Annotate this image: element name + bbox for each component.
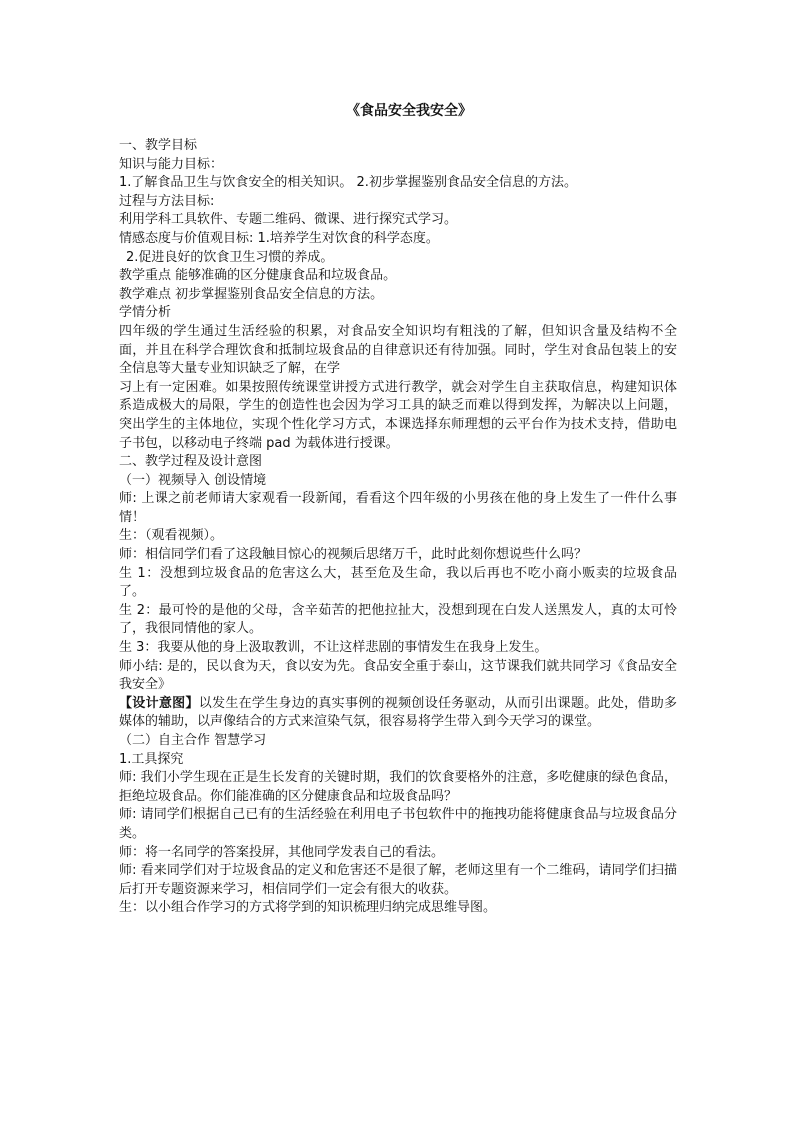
teaching-key-point: 教学重点 能够准确的区分健康食品和垃圾食品。 bbox=[119, 268, 397, 284]
knowledge-goal-items: 1.了解食品卫生与饮食安全的相关知识。 2.初步掌握鉴别食品安全信息的方法。 bbox=[119, 175, 577, 191]
part-2-heading: （二）自主合作 智慧学习 bbox=[119, 733, 267, 748]
design-intent-label: 【设计意图】 bbox=[119, 695, 199, 711]
section-heading-goals: 一、教学目标 bbox=[119, 138, 198, 153]
analysis-paragraph-1: 四年级的学生通过生活经验的积累，对食品安全知识均有粗浅的了解，但知识含量及结构不全面，并且在科学合理饮食和抵制垃圾食品的自律意识还有待加强。同时，学生对食品包装上的安全信息等大量专业知识缺乏了解，在学 bbox=[119, 323, 677, 377]
document-page bbox=[119, 100, 677, 918]
design-intent-text: 以发生在学生身边的真实事例的视频创设任务驱动，从而引出课题。此处，借助多媒体的辅助，以声像结合的方式来渲染气氛，很容易将学生带入到今天学习的课堂。 bbox=[119, 695, 677, 730]
student-group-line: 生：以小组合作学习的方式将学到的知识梳理归纳完成思维导图。 bbox=[119, 900, 497, 916]
teacher-line-2: 师：相信同学们看了这段触目惊心的视频后思绪万千，此时此刻你想说些什么吗？ bbox=[119, 547, 588, 563]
teacher-line-3: 师: 我们小学生现在正是生长发育的关键时期，我们的饮食要格外的注意，多吃健康的绿色食品，拒绝垃圾食品。你们能准确的区分健康食品和垃圾食品吗？ bbox=[119, 770, 677, 804]
teaching-difficult-point: 教学难点 初步掌握鉴别食品安全信息的方法。 bbox=[119, 286, 384, 302]
tool-explore-heading: 1.工具探究 bbox=[119, 751, 184, 767]
process-goal-text: 利用学科工具软件、专题二维码、微课、进行探究式学习。 bbox=[119, 212, 458, 228]
student-1-line: 生 1：没想到垃圾食品的危害这么大，甚至危及生命，我以后再也不吃小商小贩卖的垃圾食品了。 bbox=[119, 565, 677, 600]
design-intent-paragraph bbox=[119, 695, 677, 732]
teacher-line-1: 师: 上课之前老师请大家观看一段新闻，看看这个四年级的小男孩在他的身上发生了一件什么事情！ bbox=[119, 491, 677, 525]
teacher-line-5: 师：将一名同学的答案投屏，其他同学发表自己的看法。 bbox=[119, 844, 445, 860]
teacher-line-4: 师: 请同学们根据自己已有的生活经验在利用电子书包软件中的拖拽功能将健康食品与垃圾食品分类。 bbox=[119, 807, 677, 841]
student-watch-line: 生：（观看视频）。 bbox=[119, 528, 224, 544]
analysis-paragraph-2: 习上有一定困难。如果按照传统课堂讲授方式进行教学，就会对学生自主获取信息，构建知识体系造成极大的局限，学生的创造性也会因为学习工具的缺乏而难以得到发挥，为解决以上问题，突出学生的主体地位，实现个性化学习方式，本课选择东师理想的云平台作为技术支持，借助电子书包，以移动电子终端 pad 为载体进行授课。 bbox=[119, 379, 677, 451]
section-heading-process: 二、教学过程及设计意图 bbox=[119, 454, 263, 470]
emotion-goal-line: 情感态度与价值观目标: 1.培养学生对饮食的科学态度。 bbox=[119, 230, 439, 246]
part-1-heading: （一）视频导入 创设情境 bbox=[119, 472, 267, 488]
teacher-line-6: 师: 看来同学们对于垃圾食品的定义和危害还不是很了解，老师这里有一个二维码，请同学们扫描后打开专题资源来学习，相信同学们一定会有很大的收获。 bbox=[119, 863, 677, 897]
document-title: 《食品安全我安全》 bbox=[346, 103, 472, 119]
teacher-summary: 师小结: 是的，民以食为天，食以安为先。食品安全重于泰山，这节课我们就共同学习《食品安全我安全》 bbox=[119, 658, 677, 693]
student-2-line: 生 2：最可怜的是他的父母，含辛茹苦的把他拉扯大，没想到现在白发人送黑发人，真的太可怜了，我很同情他的家人。 bbox=[119, 602, 677, 637]
analysis-heading: 学情分析 bbox=[119, 305, 172, 321]
emotion-goal-item-2: 2.促进良好的饮食卫生习惯的养成。 bbox=[126, 249, 334, 265]
student-3-line: 生 3：我要从他的身上汲取教训，不让这样悲剧的事情发生在我身上发生。 bbox=[119, 640, 548, 656]
process-goal-label: 过程与方法目标: bbox=[119, 193, 215, 209]
knowledge-goal-label: 知识与能力目标： bbox=[119, 156, 224, 172]
